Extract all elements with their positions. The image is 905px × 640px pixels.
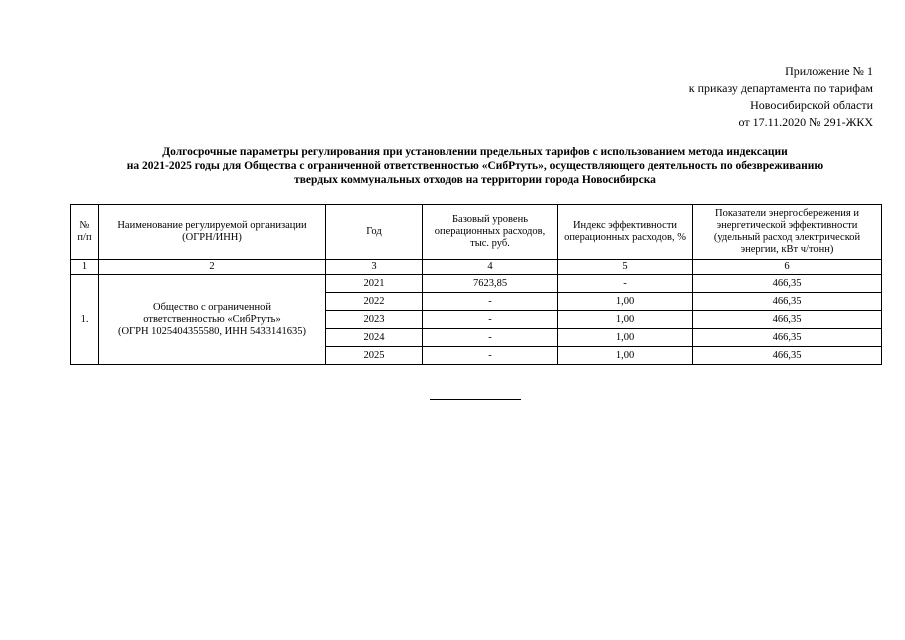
row-number: 1. bbox=[71, 275, 99, 365]
header-number: № п/п bbox=[71, 205, 99, 260]
title-line: Долгосрочные параметры регулирования при установлении предельных тарифов с использованием метода индексации bbox=[162, 146, 788, 158]
table-header-row bbox=[71, 205, 882, 260]
organization-line: ответственностью «СибРтуть» bbox=[143, 313, 281, 325]
title-line: на 2021-2025 годы для Общества с ограниченной ответственностью «СибРтуть», осуществляющего деятельность по обезвреживанию bbox=[126, 160, 824, 172]
column-number: 2 bbox=[99, 260, 326, 275]
column-number: 1 bbox=[71, 260, 99, 275]
closing-divider bbox=[430, 399, 521, 400]
year-cell: 2021 bbox=[326, 275, 423, 293]
base-level-cell: - bbox=[423, 329, 558, 347]
organization-line: (ОГРН 1025404355580, ИНН 5433141635) bbox=[117, 325, 307, 337]
index-cell: - bbox=[558, 275, 693, 293]
base-level-cell: - bbox=[423, 311, 558, 329]
energy-cell: 466,35 bbox=[693, 293, 882, 311]
appendix-line: Новосибирской области bbox=[750, 98, 873, 112]
energy-cell: 466,35 bbox=[693, 347, 882, 365]
header-energy-indicators: Показатели энергосбережения и энергетической эффективности (удельный расход электрической энергии, кВт ч/тонн) bbox=[693, 205, 882, 260]
base-level-cell: - bbox=[423, 293, 558, 311]
index-cell: 1,00 bbox=[558, 347, 693, 365]
header-organization: Наименование регулируемой организации (ОГРН/ИНН) bbox=[99, 205, 326, 260]
organization-name bbox=[99, 275, 326, 365]
index-cell: 1,00 bbox=[558, 311, 693, 329]
year-cell: 2025 bbox=[326, 347, 423, 365]
appendix-line: от 17.11.2020 № 291-ЖКХ bbox=[738, 115, 873, 129]
index-cell: 1,00 bbox=[558, 329, 693, 347]
base-level-cell: - bbox=[423, 347, 558, 365]
parameters-table bbox=[70, 204, 882, 365]
document-title bbox=[60, 145, 890, 187]
energy-cell: 466,35 bbox=[693, 311, 882, 329]
year-cell: 2024 bbox=[326, 329, 423, 347]
header-efficiency-index: Индекс эффективности операционных расходов, % bbox=[558, 205, 693, 260]
column-number: 6 bbox=[693, 260, 882, 275]
index-cell: 1,00 bbox=[558, 293, 693, 311]
base-level-cell: 7623,85 bbox=[423, 275, 558, 293]
column-number: 5 bbox=[558, 260, 693, 275]
column-number-row bbox=[71, 260, 882, 275]
header-year: Год bbox=[326, 205, 423, 260]
appendix-line: Приложение № 1 bbox=[785, 64, 873, 78]
year-cell: 2023 bbox=[326, 311, 423, 329]
appendix-line: к приказу департамента по тарифам bbox=[688, 81, 873, 95]
table-row bbox=[71, 275, 882, 293]
title-line: твердых коммунальных отходов на территории города Новосибирска bbox=[294, 174, 656, 186]
year-cell: 2022 bbox=[326, 293, 423, 311]
column-number: 3 bbox=[326, 260, 423, 275]
header-base-level: Базовый уровень операционных расходов, тыс. руб. bbox=[423, 205, 558, 260]
appendix-reference bbox=[689, 63, 873, 131]
column-number: 4 bbox=[423, 260, 558, 275]
energy-cell: 466,35 bbox=[693, 329, 882, 347]
organization-line: Общество с ограниченной bbox=[153, 301, 271, 313]
energy-cell: 466,35 bbox=[693, 275, 882, 293]
